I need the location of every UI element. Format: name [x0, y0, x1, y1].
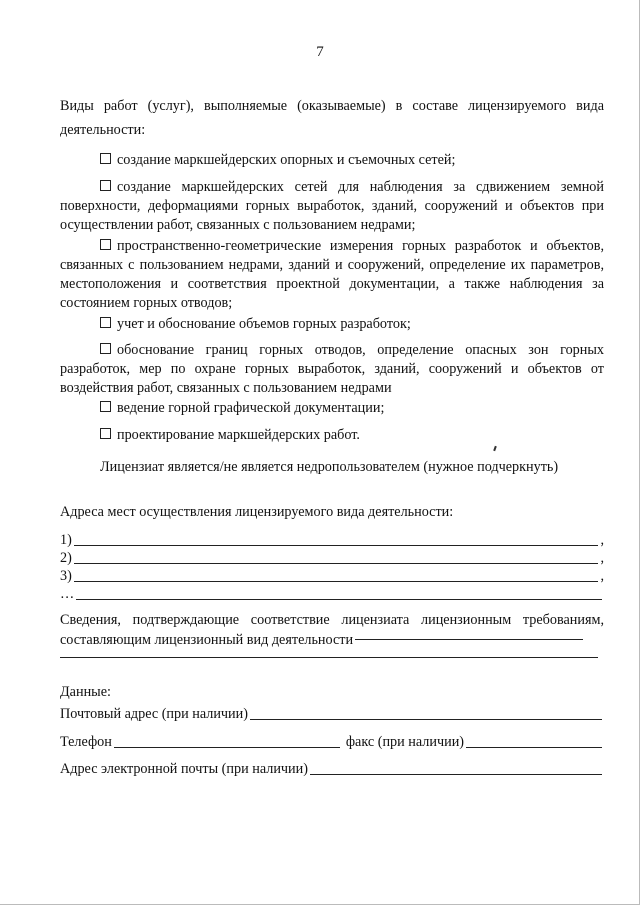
work-item-4: [60, 315, 604, 334]
work-item-label: проектирование маркшейдерских работ.: [117, 427, 360, 443]
address-comma: ,: [600, 568, 604, 584]
email-row[interactable]: [60, 760, 604, 779]
checkbox[interactable]: [100, 180, 111, 191]
address-line-1[interactable]: [60, 531, 604, 550]
checkbox[interactable]: [100, 239, 111, 250]
address-ellipsis: …: [60, 586, 75, 602]
fax-label: факс (при наличии): [345, 734, 465, 750]
work-item-5: [60, 341, 604, 398]
works-intro: Виды работ (услуг), выполняемые (оказываемые) в составе лицензируемого вида деятельности:: [60, 98, 604, 138]
checkbox[interactable]: [100, 343, 111, 354]
stray-pen-mark: [493, 446, 497, 451]
work-item-label: обоснование границ горных отводов, определение опасных зон горных разработок, мер по охране горных выработок, зданий, сооружений и объектов от воздействия работ, связанных с пользованием недрами: [60, 342, 604, 396]
compliance-label: Сведения, подтверждающие соответствие лицензиата лицензионным требованиям, составляющим лицензионный вид деятельности: [60, 612, 604, 648]
address-blank[interactable]: [74, 580, 599, 582]
address-number: 1): [60, 532, 72, 548]
work-item-6: [60, 399, 604, 418]
address-blank[interactable]: [76, 598, 602, 600]
work-item-2: [60, 178, 604, 235]
address-line-3[interactable]: [60, 567, 604, 586]
postal-address-label: Почтовый адрес (при наличии): [60, 706, 248, 722]
phone-label: Телефон: [60, 734, 112, 750]
work-item-3: [60, 237, 604, 313]
work-item-7: [60, 426, 604, 445]
compliance-info: [60, 610, 604, 650]
address-blank[interactable]: [74, 562, 599, 564]
data-title: Данные:: [60, 684, 111, 700]
address-line-2[interactable]: [60, 549, 604, 568]
checkbox[interactable]: [100, 428, 111, 439]
work-item-label: создание маркшейдерских опорных и съемочных сетей;: [117, 152, 456, 168]
licensee-statement: Лицензиат является/не является недропользователем (нужное подчеркнуть): [100, 459, 559, 475]
address-comma: ,: [600, 550, 604, 566]
address-number: 3): [60, 568, 72, 584]
postal-address-row[interactable]: [60, 705, 604, 724]
compliance-blank[interactable]: [355, 638, 583, 640]
work-item-label: создание маркшейдерских сетей для наблюдения за сдвижением земной поверхности, деформациями горных выработок, зданий, сооружений и объектов при осуществлении работ, связанных с пользованием недрами;: [60, 179, 604, 233]
work-item-1: [60, 151, 604, 170]
work-item-label: учет и обоснование объемов горных разработок;: [117, 316, 411, 332]
checkbox[interactable]: [100, 401, 111, 412]
address-comma: ,: [600, 532, 604, 548]
fax-blank[interactable]: [466, 746, 602, 748]
work-item-label: ведение горной графической документации;: [117, 400, 385, 416]
email-blank[interactable]: [310, 773, 602, 775]
compliance-blank-line-2[interactable]: [60, 657, 598, 658]
page-number: 7: [316, 44, 324, 60]
addresses-title: Адреса мест осуществления лицензируемого вида деятельности:: [60, 504, 454, 520]
work-item-label: пространственно-геометрические измерения горных разработок и объектов, связанных с пользованием недрами, зданий и сооружений, определение их параметров, местоположения и соответствия проектной документации, а также наблюдения за состоянием горных отводов;: [60, 238, 604, 311]
address-line-more[interactable]: [60, 585, 604, 604]
phone-fax-row[interactable]: [60, 733, 604, 752]
address-blank[interactable]: [74, 544, 599, 546]
email-label: Адрес электронной почты (при наличии): [60, 761, 308, 777]
checkbox[interactable]: [100, 317, 111, 328]
address-number: 2): [60, 550, 72, 566]
phone-blank[interactable]: [114, 746, 340, 748]
postal-address-blank[interactable]: [250, 718, 602, 720]
checkbox[interactable]: [100, 153, 111, 164]
